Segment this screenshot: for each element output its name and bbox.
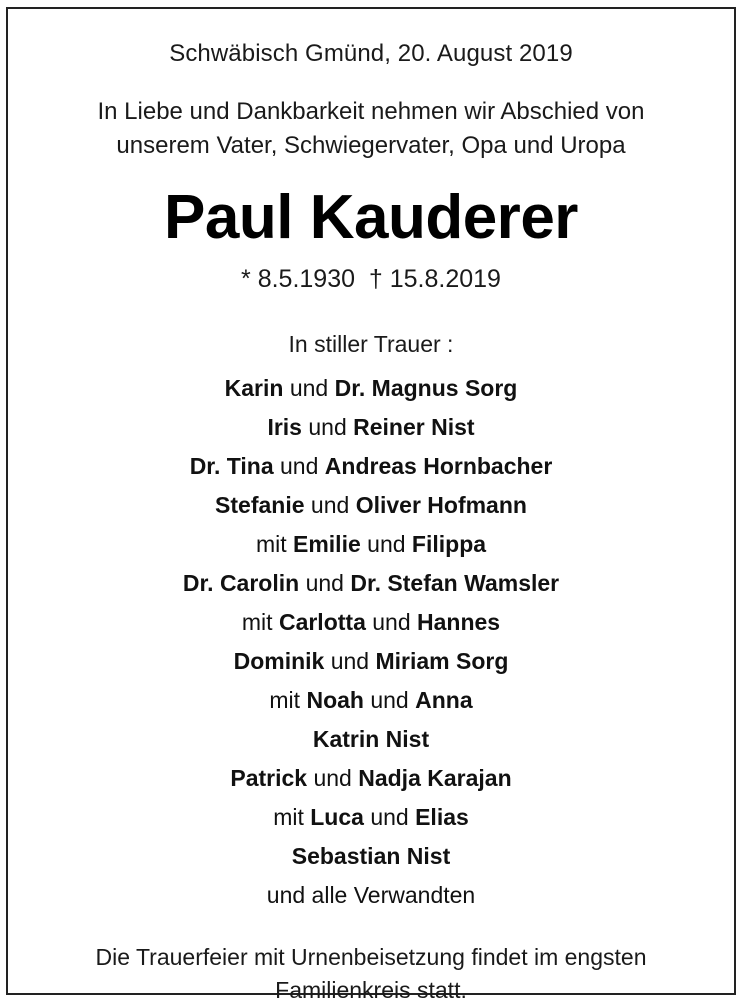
connective-und: und: [363, 687, 416, 713]
mourner-line: [34, 408, 708, 447]
mourner-name: Nadja Karajan: [358, 765, 512, 791]
mourner-name: Filippa: [411, 531, 487, 557]
mourner-line: [34, 564, 708, 603]
mourner-name: Miriam Sorg: [375, 648, 509, 674]
intro-line-1: In Liebe und Dankbarkeit nehmen wir Abschied von: [97, 98, 645, 125]
life-dates: * 8.5.1930 † 15.8.2019: [241, 265, 501, 293]
notice-content: [6, 7, 736, 1000]
mourner-name: Reiner Nist: [353, 414, 475, 440]
mourner-line: [34, 681, 708, 720]
connective-und: und: [301, 414, 354, 440]
connective-mit: mit: [273, 804, 311, 830]
mourner-line: [34, 759, 708, 798]
connective-und: und: [304, 492, 356, 518]
mourner-name: Elias: [415, 804, 469, 830]
mourners-list: [34, 369, 708, 915]
mourner-name: Iris: [267, 414, 302, 440]
mourner-line: [34, 369, 708, 408]
mourner-line: [34, 720, 708, 759]
mourner-name: Carlotta: [278, 609, 366, 635]
mourner-name: Sebastian Nist: [291, 843, 451, 869]
mourner-line: [34, 798, 708, 837]
closing-text: [34, 941, 708, 1000]
mourner-name: Dr. Magnus Sorg: [334, 375, 518, 401]
mourner-name: Luca: [310, 804, 364, 830]
mourner-line: [34, 642, 708, 681]
mourner-name: Hannes: [417, 609, 501, 635]
connective-und: und: [363, 804, 416, 830]
connective-und: und: [273, 453, 325, 479]
mourner-line: [34, 603, 708, 642]
mourner-name: Karin: [224, 375, 284, 401]
connective-und: und: [365, 609, 418, 635]
mourner-name: Dr. Tina: [189, 453, 274, 479]
connective-und: und: [324, 648, 376, 674]
connective-mit: mit: [255, 531, 293, 557]
mourner-name: Dr. Stefan Wamsler: [350, 570, 560, 596]
mourner-line: [34, 447, 708, 486]
closing-line-2: Familienkreis statt.: [275, 977, 467, 1000]
mourner-line: [34, 486, 708, 525]
mourner-name: Emilie: [293, 531, 361, 557]
mourner-name: Dr. Carolin: [182, 570, 300, 596]
connective-und: und: [307, 765, 359, 791]
mourner-name: Anna: [415, 687, 473, 713]
mourning-heading: In stiller Trauer :: [288, 331, 454, 357]
mourner-line: und alle Verwandten: [266, 882, 476, 908]
connective-und: und: [299, 570, 351, 596]
connective-und: und: [283, 375, 335, 401]
mourner-line: [34, 837, 708, 876]
connective-und: und: [360, 531, 412, 557]
connective-mit: mit: [241, 609, 279, 635]
closing-line-1: Die Trauerfeier mit Urnenbeisetzung findet im engsten: [95, 944, 647, 970]
mourner-name: Noah: [306, 687, 364, 713]
connective-mit: mit: [269, 687, 307, 713]
mourner-name: Andreas Hornbacher: [324, 453, 553, 479]
mourner-line: [34, 525, 708, 564]
intro-text: [34, 95, 708, 163]
deceased-name: Paul Kauderer: [164, 183, 578, 252]
place-and-date: Schwäbisch Gmünd, 20. August 2019: [169, 40, 573, 67]
intro-line-2: unserem Vater, Schwiegervater, Opa und Uropa: [116, 132, 626, 159]
mourner-name: Stefanie: [215, 492, 305, 518]
mourner-name: Katrin Nist: [312, 726, 430, 752]
mourner-name: Dominik: [233, 648, 325, 674]
mourner-name: Oliver Hofmann: [355, 492, 527, 518]
mourner-name: Patrick: [230, 765, 308, 791]
